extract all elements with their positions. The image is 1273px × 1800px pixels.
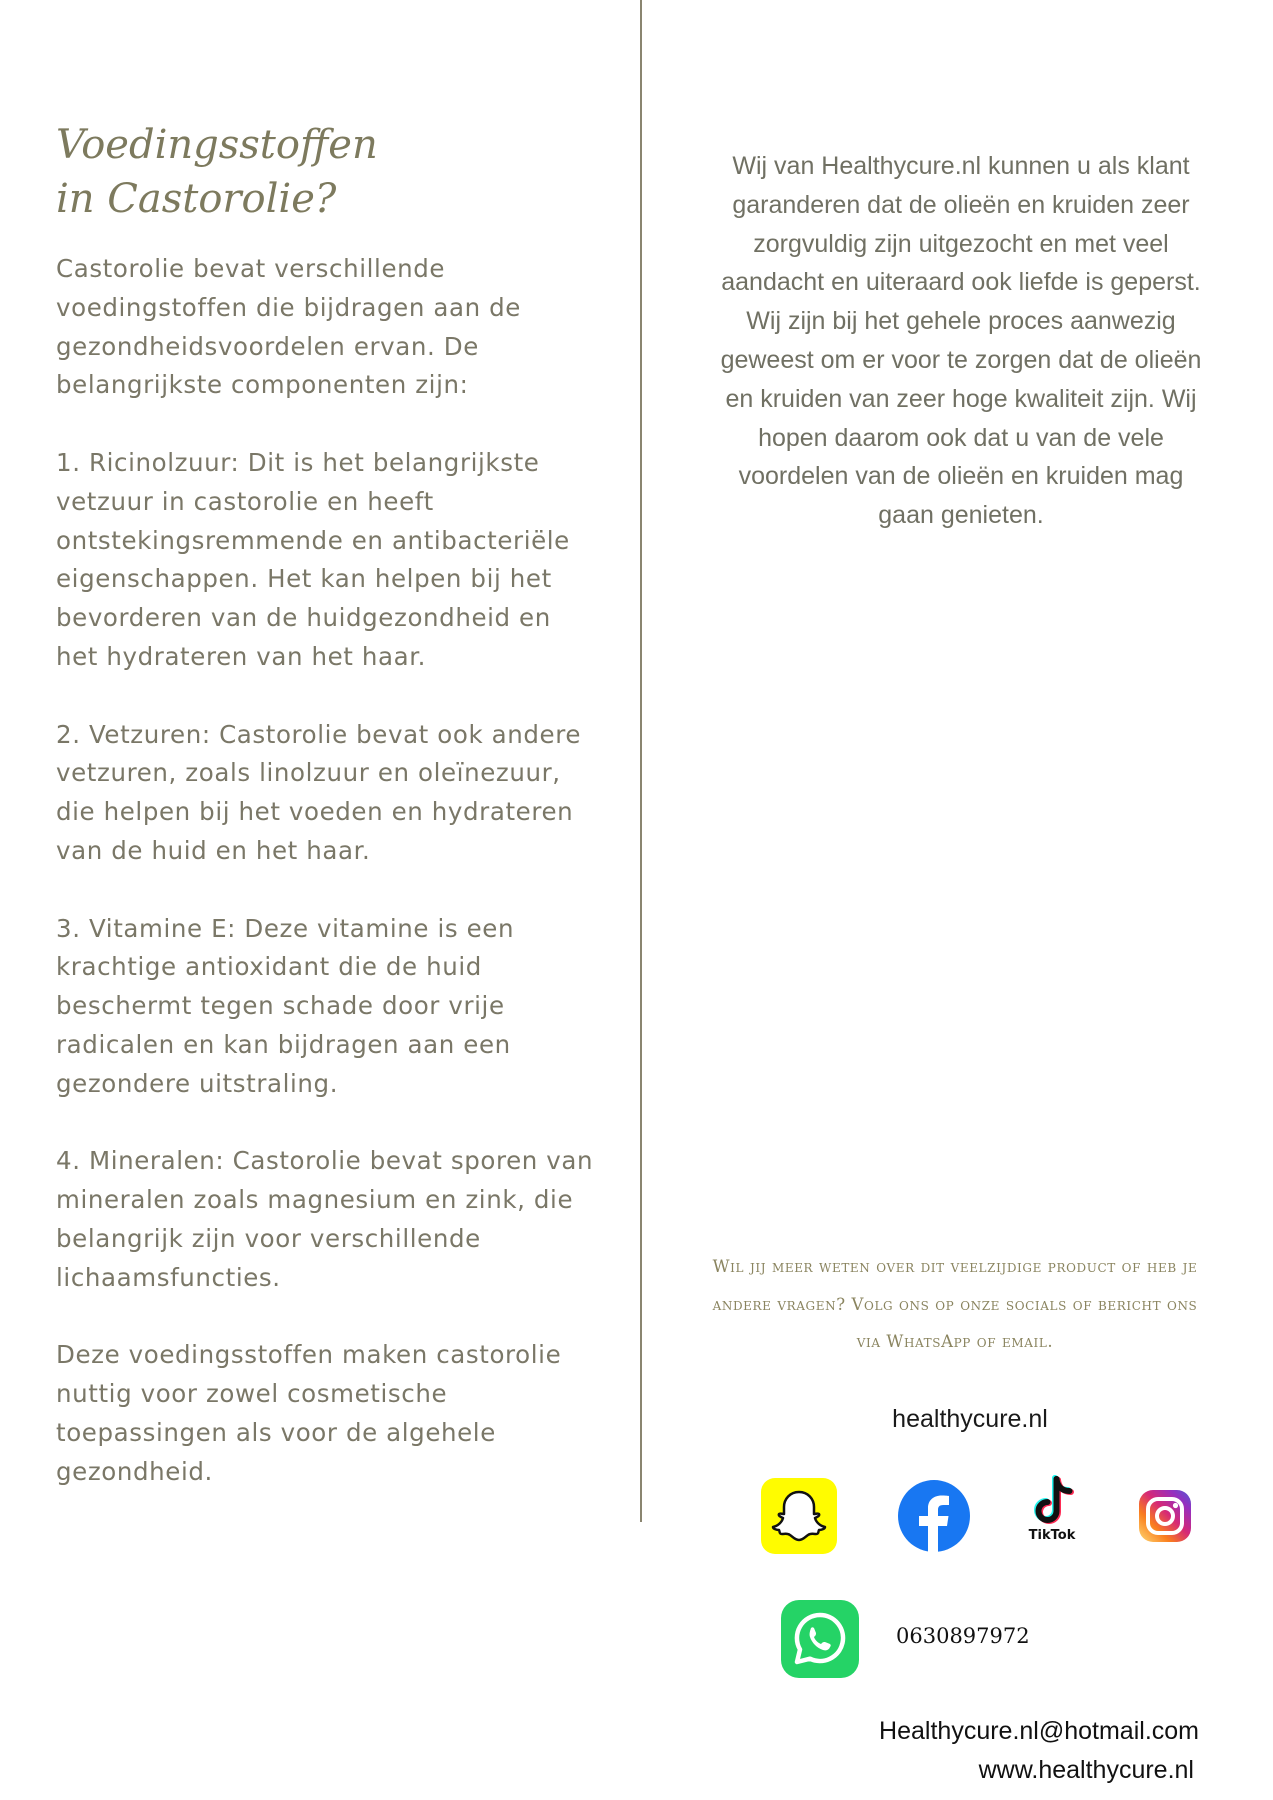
site-link[interactable]: healthycure.nl bbox=[892, 1405, 1048, 1433]
paragraph-vitamine-e: 3. Vitamine E: Deze vitamine is een krachtige antioxidant die de huid beschermt tegen schade door vrije radicalen en kan bijdragen aan een gezondere uitstraling. bbox=[56, 913, 515, 1098]
paragraph-mineralen: 4. Mineralen: Castorolie bevat sporen van mineralen zoals magnesium en zink, die belangrijk zijn voor verschillende lichaamsfuncties. bbox=[56, 1146, 594, 1292]
left-column bbox=[56, 118, 596, 1492]
instagram-icon[interactable] bbox=[1137, 1488, 1193, 1544]
whatsapp-icon[interactable] bbox=[781, 1600, 859, 1678]
paragraph-vetzuren: 2. Vetzuren: Castorolie bevat ook andere vetzuren, zoals linolzuur en oleïnezuur, die helpen bij het voeden en hydrateren van de huid en het haar. bbox=[56, 719, 582, 865]
phone-number[interactable]: 0630897972 bbox=[896, 1624, 1030, 1648]
guarantee-text: Wij van Healthycure.nl kunnen u als klant garanderen dat de olieën en kruiden zeer zorgvuldig zijn uitgezocht en met veel aandacht en uiteraard ook liefde is geperst. Wij zijn bij het gehele proces aanwezig geweest om er voor te zorgen dat de olieën en kruiden van zeer hoge kwaliteit zijn. Wij hopen daarom ook dat u van de vele voordelen van de olieën en kruiden mag gaan genieten. bbox=[720, 152, 1202, 530]
facebook-icon[interactable] bbox=[896, 1478, 972, 1554]
paragraph-conclusion: Deze voedingsstoffen maken castorolie nuttig voor zowel cosmetische toepassingen als voor de algehele gezondheid. bbox=[56, 1340, 562, 1486]
paragraph-ricinolzuur: 1. Ricinolzuur: Dit is het belangrijkste vetzuur in castorolie en heeft ontstekingsremmende en antibacteriële eigenschappen. Het kan helpen bij het bevorderen van de huidgezondheid en het hydrateren van het haar. bbox=[56, 447, 570, 671]
contact-call-to-action: Wil jij meer weten over dit veelzijdige product of heb je andere vragen? Volg ons op onze socials of bericht ons via WhatsApp of email. bbox=[712, 1257, 1198, 1351]
paragraph-intro: Castorolie bevat verschillende voedingstoffen die bijdragen aan de gezondheidsvoordelen ervan. De belangrijkste componenten zijn: bbox=[56, 254, 521, 400]
website-url[interactable]: www.healthycure.nl bbox=[978, 1756, 1194, 1784]
tiktok-label: TikTok bbox=[1028, 1528, 1076, 1543]
nutrients-text bbox=[56, 250, 596, 1492]
column-divider bbox=[640, 0, 642, 1522]
snapchat-icon[interactable] bbox=[761, 1478, 837, 1554]
tiktok-icon[interactable] bbox=[1015, 1474, 1089, 1530]
page-title: Voedingsstoffen in Castorolie? bbox=[56, 122, 378, 222]
email-address[interactable]: Healthycure.nl@hotmail.com bbox=[879, 1717, 1199, 1745]
